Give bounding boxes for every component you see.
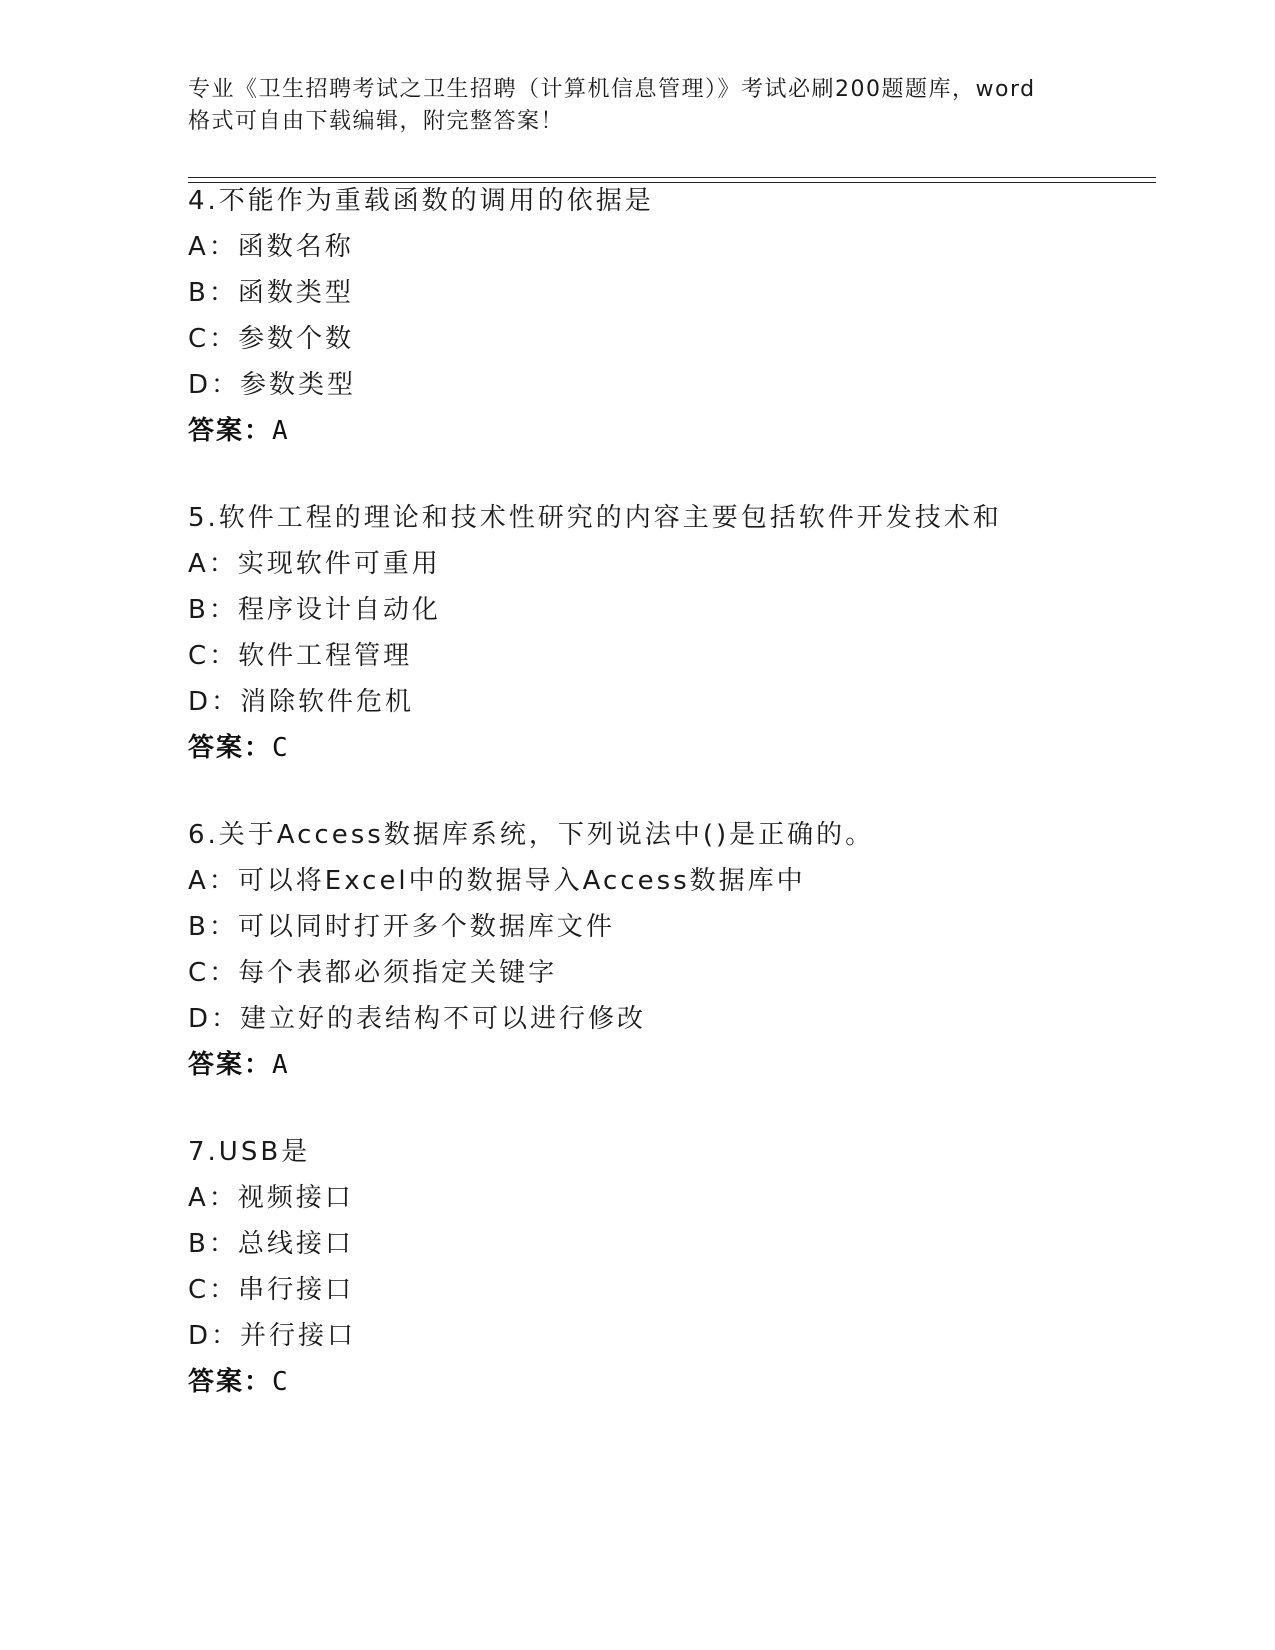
document-header — [188, 74, 1088, 138]
option-a: A：函数名称 — [188, 232, 354, 262]
answer-value: A — [272, 1050, 290, 1080]
question-stem: 4.不能作为重载函数的调用的依据是 — [188, 186, 654, 216]
header-line-2: 格式可自由下载编辑，附完整答案！ — [188, 109, 565, 134]
answer-line — [188, 1042, 1168, 1088]
question-block — [188, 495, 1168, 771]
option-b: B：可以同时打开多个数据库文件 — [188, 912, 615, 942]
option-c: C：串行接口 — [188, 1275, 355, 1305]
option-d: D：并行接口 — [188, 1321, 357, 1351]
option-a: A：视频接口 — [188, 1183, 354, 1213]
option-d: D：建立好的表结构不可以进行修改 — [188, 1004, 647, 1034]
answer-value: C — [272, 1367, 290, 1397]
option-b: B：程序设计自动化 — [188, 595, 441, 625]
option-a: A：实现软件可重用 — [188, 549, 441, 579]
answer-label: 答案： — [188, 733, 273, 763]
answer-label: 答案： — [188, 1367, 273, 1397]
option-d: D：参数类型 — [188, 370, 357, 400]
question-stem: 7.USB是 — [188, 1137, 311, 1167]
answer-line — [188, 1359, 1168, 1405]
answer-line — [188, 725, 1168, 771]
answer-value: C — [272, 733, 290, 763]
option-b: B：函数类型 — [188, 278, 354, 308]
question-block — [188, 178, 1168, 454]
answer-value: A — [272, 416, 290, 446]
question-stem: 5.软件工程的理论和技术性研究的内容主要包括软件开发技术和 — [188, 503, 1002, 533]
option-b: B：总线接口 — [188, 1229, 354, 1259]
question-block — [188, 812, 1168, 1088]
answer-label: 答案： — [188, 1050, 273, 1080]
option-d: D：消除软件危机 — [188, 687, 415, 717]
header-line-1: 专业《卫生招聘考试之卫生招聘（计算机信息管理）》考试必刷200题题库，word — [188, 77, 1036, 102]
answer-label: 答案： — [188, 416, 273, 446]
option-c: C：每个表都必须指定关键字 — [188, 958, 558, 988]
question-stem: 6.关于Access数据库系统，下列说法中()是正确的。 — [188, 820, 875, 850]
answer-line — [188, 408, 1168, 454]
question-block — [188, 1129, 1168, 1405]
option-c: C：软件工程管理 — [188, 641, 413, 671]
option-c: C：参数个数 — [188, 324, 355, 354]
option-a: A：可以将Excel中的数据导入Access数据库中 — [188, 866, 806, 896]
